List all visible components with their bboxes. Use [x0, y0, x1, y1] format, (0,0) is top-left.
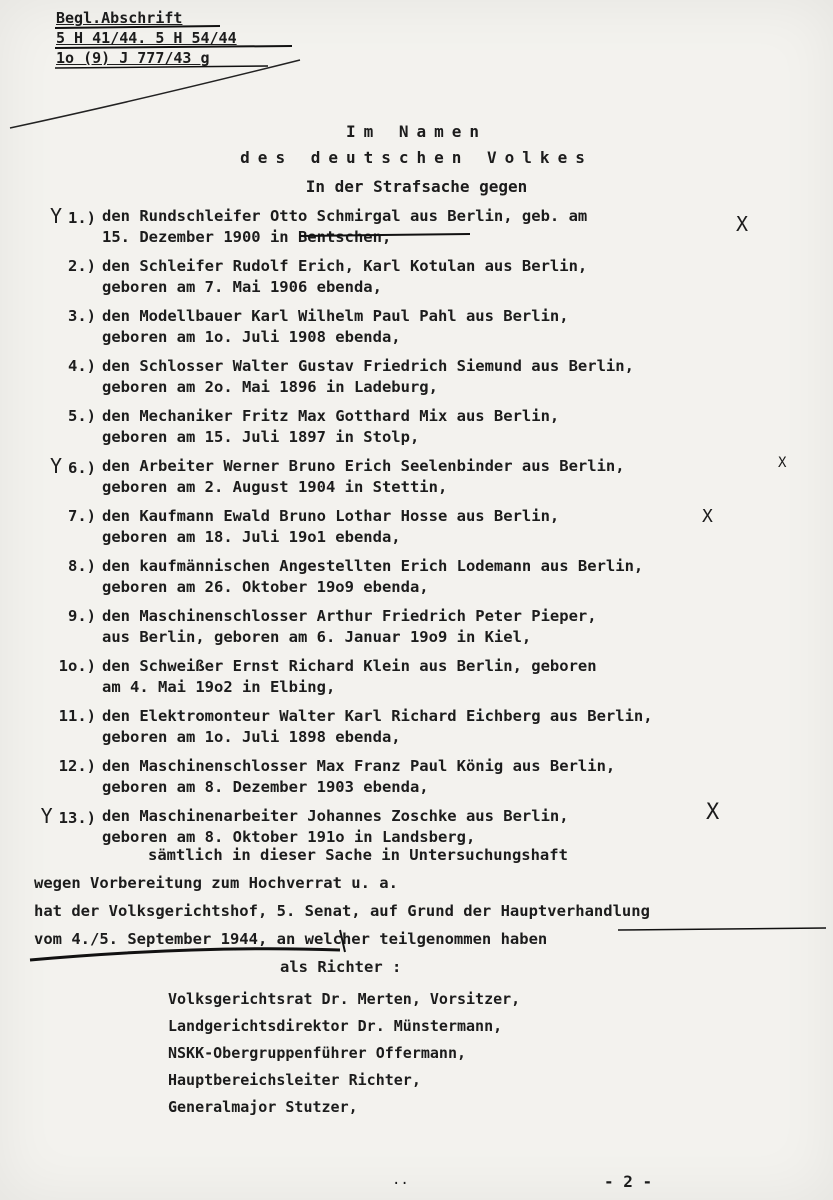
item-line-1: den Maschinenschlosser Arthur Friedrich Peter Pieper, — [102, 607, 597, 625]
judge-entry: Hauptbereichsleiter Richter, — [168, 1071, 421, 1089]
list-item — [30, 356, 830, 406]
footer-dots: .. — [392, 1172, 409, 1188]
judge-entry: Volksgerichtsrat Dr. Merten, Vorsitzer, — [168, 990, 521, 1008]
item-line-1: den Arbeiter Werner Bruno Erich Seelenbinder aus Berlin, — [102, 457, 625, 475]
margin-check-mark: Y — [50, 454, 63, 478]
item-number: 9.) — [68, 607, 96, 625]
item-number: 12.) — [58, 757, 96, 775]
margin-check-mark: Y — [50, 204, 63, 228]
title-line-2: des deutschen Volkes — [240, 148, 593, 167]
item-line-2: geboren am 2. August 1904 in Stettin, — [102, 478, 448, 496]
list-item — [30, 206, 830, 256]
right-margin-mark: X — [736, 212, 749, 236]
list-item — [30, 406, 830, 456]
item-number: 4.) — [68, 357, 96, 375]
pen-stroke — [10, 60, 300, 128]
defendant-list — [30, 206, 830, 856]
page-number: - 2 - — [604, 1172, 653, 1191]
judge-entry: Landgerichtsdirektor Dr. Münstermann, — [168, 1017, 503, 1035]
item-line-2: 15. Dezember 1900 in Bentschen, — [102, 228, 392, 246]
item-number: 7.) — [68, 507, 96, 525]
item-line-2: am 4. Mai 19o2 in Elbing, — [102, 678, 336, 696]
item-line-2: geboren am 8. Oktober 191o in Landsberg, — [102, 828, 476, 846]
judge-entry: NSKK-Obergruppenführer Offermann, — [168, 1044, 467, 1062]
item-line-2: geboren am 8. Dezember 1903 ebenda, — [102, 778, 429, 796]
item-number: 1o.) — [58, 657, 96, 675]
list-item — [30, 756, 830, 806]
item-line-1: den Elektromonteur Walter Karl Richard Eichberg aus Berlin, — [102, 707, 653, 725]
title-line-1: Im Namen — [345, 122, 488, 141]
item-line-2: geboren am 15. Juli 1897 in Stolp, — [102, 428, 420, 446]
item-line-2: geboren am 7. Mai 1906 ebenda, — [102, 278, 382, 296]
item-number: 5.) — [68, 407, 96, 425]
list-item — [30, 556, 830, 606]
item-line-2: geboren am 1o. Juli 1898 ebenda, — [102, 728, 401, 746]
judges-list — [168, 986, 520, 1121]
item-line-1: den Modellbauer Karl Wilhelm Paul Pahl aus Berlin, — [102, 307, 569, 325]
body-line-4: vom 4./5. September 1944, an welcher teilgenommen haben — [34, 930, 548, 948]
item-number: 1.) — [68, 209, 96, 227]
pen-underline — [618, 928, 826, 930]
right-margin-mark: X — [706, 800, 720, 825]
item-line-2: aus Berlin, geboren am 6. Januar 19o9 in Kiel, — [102, 628, 532, 646]
item-line-2: geboren am 18. Juli 19o1 ebenda, — [102, 528, 401, 546]
item-line-1: den kaufmännischen Angestellten Erich Lodemann aus Berlin, — [102, 557, 644, 575]
list-item — [30, 456, 830, 506]
item-line-1: den Mechaniker Fritz Max Gotthard Mix aus Berlin, — [102, 407, 560, 425]
item-line-1: den Schweißer Ernst Richard Klein aus Berlin, geboren — [102, 657, 597, 675]
copy-label: Begl.Abschrift — [56, 9, 183, 27]
item-number: 3.) — [68, 307, 96, 325]
right-margin-mark: X — [702, 506, 713, 527]
body-line-2: wegen Vorbereitung zum Hochverrat u. a. — [34, 874, 398, 892]
item-line-1: den Maschinenschlosser Max Franz Paul König aus Berlin, — [102, 757, 616, 775]
list-item — [30, 606, 830, 656]
judge-entry: Generalmajor Stutzer, — [168, 1098, 358, 1116]
margin-check-mark: Y — [40, 804, 53, 828]
list-item — [30, 706, 830, 756]
body-line-1: sämtlich in dieser Sache in Untersuchungshaft — [148, 846, 568, 864]
item-line-1: den Rundschleifer Otto Schmirgal aus Berlin, geb. am — [102, 207, 588, 225]
item-line-1: den Kaufmann Ewald Bruno Lothar Hosse aus Berlin, — [102, 507, 560, 525]
right-margin-mark: X — [778, 455, 787, 471]
document-header — [56, 8, 237, 68]
item-number: 6.) — [68, 459, 96, 477]
item-line-2: geboren am 26. Oktober 19o9 ebenda, — [102, 578, 429, 596]
item-line-2: geboren am 1o. Juli 1908 ebenda, — [102, 328, 401, 346]
item-line-1: den Schlosser Walter Gustav Friedrich Siemund aus Berlin, — [102, 357, 634, 375]
item-line-1: den Maschinenarbeiter Johannes Zoschke aus Berlin, — [102, 807, 569, 825]
item-number: 13.) — [58, 809, 96, 827]
list-item — [30, 656, 830, 706]
file-reference-1: 5 H 41/44. 5 H 54/44 — [56, 29, 237, 47]
item-line-1: den Schleifer Rudolf Erich, Karl Kotulan aus Berlin, — [102, 257, 588, 275]
list-item — [30, 256, 830, 306]
body-line-5: als Richter : — [280, 958, 402, 976]
file-reference-2: 1o (9) J 777/43 g — [56, 49, 210, 67]
list-item — [30, 306, 830, 356]
item-line-2: geboren am 2o. Mai 1896 in Ladeburg, — [102, 378, 438, 396]
title-line-3: In der Strafsache gegen — [305, 177, 528, 196]
item-number: 11.) — [58, 707, 96, 725]
item-number: 8.) — [68, 557, 96, 575]
item-number: 2.) — [68, 257, 96, 275]
body-line-3: hat der Volksgerichtshof, 5. Senat, auf Grund der Hauptverhandlung — [34, 902, 650, 920]
